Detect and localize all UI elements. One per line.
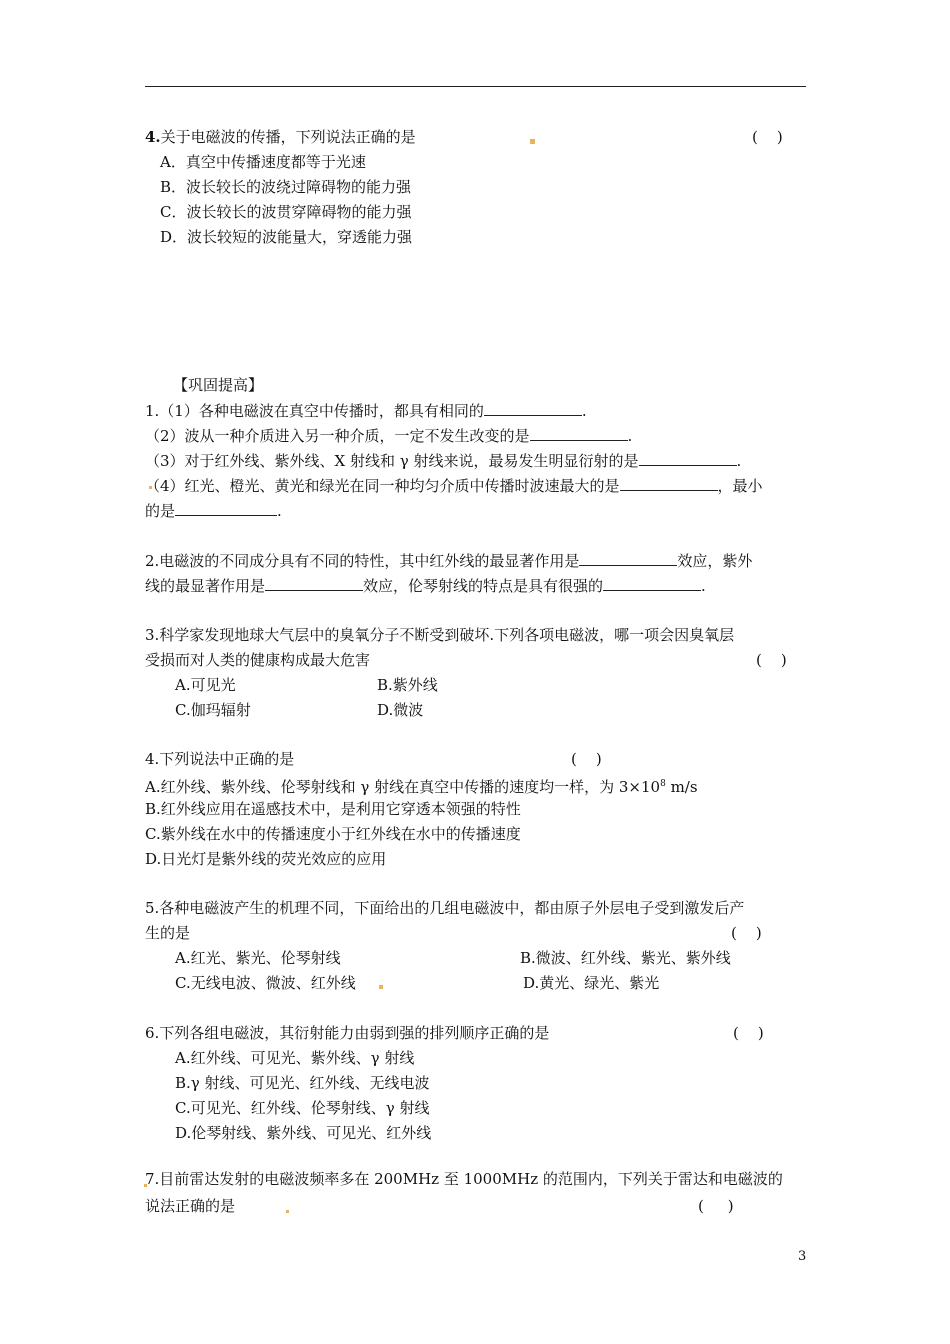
q3-line1: 3.科学家发现地球大气层中的臭氧分子不断受到破坏.下列各项电磁波，哪一项会因臭氧层 — [145, 626, 735, 644]
answer-paren: ( ) — [731, 924, 762, 942]
answer-blank — [603, 575, 701, 591]
q1-part4-cont: 的是 . — [145, 502, 282, 520]
option-c: C.无线电波、微波、红外线 — [175, 974, 356, 992]
q1-part2: （2）波从一种介质进入另一种介质，一定不发生改变的是 . — [145, 427, 633, 445]
option-a: A．真空中传播速度都等于光速 — [160, 153, 366, 171]
answer-paren: ( ) — [752, 128, 783, 146]
answer-blank — [175, 500, 277, 516]
answer-blank — [579, 550, 677, 566]
header-rule — [145, 86, 806, 87]
option-d: D.黄光、绿光、紫光 — [523, 974, 660, 992]
question-4-stem: 4.关于电磁波的传播，下列说法正确的是 — [145, 128, 416, 146]
q5-line2: 生的是 — [145, 924, 191, 942]
q4b-stem: 4.下列说法中正确的是 — [145, 750, 295, 768]
option-b: B.γ 射线、可见光、红外线、无线电波 — [175, 1074, 430, 1092]
option-b: B．波长较长的波绕过障碍物的能力强 — [160, 178, 412, 196]
option-b: B.微波、红外线、紫光、紫外线 — [520, 949, 731, 967]
mark-dot — [530, 139, 535, 144]
option-a: A.红外线、可见光、紫外线、γ 射线 — [175, 1049, 415, 1067]
answer-paren: ( ) — [571, 750, 602, 768]
option-b: B.紫外线 — [377, 676, 438, 694]
q6-stem: 6.下列各组电磁波，其衍射能力由弱到强的排列顺序正确的是 — [145, 1024, 550, 1042]
q5-line1: 5.各种电磁波产生的机理不同，下面给出的几组电磁波中，都由原子外层电子受到激发后产 — [145, 899, 745, 917]
option-c: C.可见光、红外线、伦琴射线、γ 射线 — [175, 1099, 430, 1117]
option-a: A.可见光 — [175, 676, 236, 694]
option-d: D.日光灯是紫外线的荧光效应的应用 — [145, 850, 387, 868]
answer-paren: ( ) — [698, 1197, 734, 1215]
q1-part3: （3）对于红外线、紫外线、X 射线和 γ 射线来说，最易发生明显衍射的是 . — [145, 452, 742, 470]
mark-dot — [379, 985, 383, 989]
q2-line2: 线的最显著作用是 效应，伦琴射线的特点是具有很强的 . — [145, 577, 706, 595]
option-a: A.红外线、紫外线、伦琴射线和 γ 射线在真空中传播的速度均一样，为 $3\times 10^8$ m/s — [145, 778, 698, 796]
page-number: 3 — [798, 1249, 807, 1264]
answer-blank — [530, 425, 628, 441]
option-b: B.红外线应用在遥感技术中，是利用它穿透本领强的特性 — [145, 800, 521, 818]
q7-line1: 7.目前雷达发射的电磁波频率多在 200MHz 至 1000MHz 的范围内，下列关于雷达和电磁波的 — [145, 1170, 783, 1188]
q2-line1: 2.电磁波的不同成分具有不同的特性，其中红外线的最显著作用是 效应，紫外 — [145, 552, 753, 570]
option-d: D.微波 — [377, 701, 424, 719]
answer-paren: ( ) — [733, 1024, 764, 1042]
option-d: D.伦琴射线、紫外线、可见光、红外线 — [175, 1124, 432, 1142]
answer-blank — [265, 575, 363, 591]
option-c: C.伽玛辐射 — [175, 701, 251, 719]
answer-blank — [639, 450, 737, 466]
q1-part1: 1.（1）各种电磁波在真空中传播时，都具有相同的 . — [145, 402, 587, 420]
option-a: A.红光、紫光、伦琴射线 — [175, 949, 341, 967]
answer-paren: ( ) — [756, 651, 787, 669]
answer-blank — [620, 475, 718, 491]
option-c: C.紫外线在水中的传播速度小于红外线在水中的传播速度 — [145, 825, 521, 843]
q7-line2: 说法正确的是 — [145, 1197, 236, 1215]
q1-part4: （4）红光、橙光、黄光和绿光在同一种均匀介质中传播时波速最大的是 ，最小 — [145, 477, 763, 495]
mark-dot — [286, 1210, 289, 1213]
option-c: C．波长较长的波贯穿障碍物的能力强 — [160, 203, 412, 221]
option-d: D．波长较短的波能量大，穿透能力强 — [160, 228, 413, 246]
q3-line2: 受损而对人类的健康构成最大危害 — [145, 651, 371, 669]
answer-blank — [484, 400, 582, 416]
section-heading: 【巩固提高】 — [173, 376, 264, 394]
